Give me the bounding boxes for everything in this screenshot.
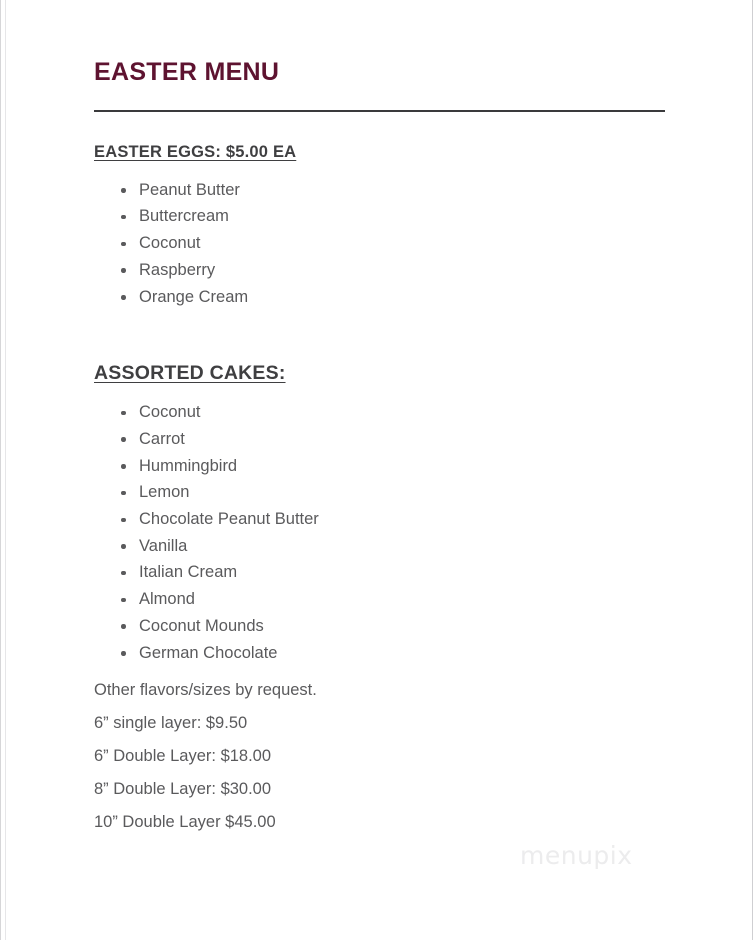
flavor-list-easter-eggs [94,177,666,311]
menu-content [94,58,666,839]
flavor-list-assorted-cakes [94,399,666,666]
list-item: Orange Cream [94,284,666,311]
pricing-notes [94,674,666,839]
price-line: 6” Double Layer: $18.00 [94,747,272,766]
price-line: 10” Double Layer $45.00 [94,813,276,832]
list-item: Raspberry [94,257,666,284]
section-assorted-cakes [94,362,666,666]
list-item: Chocolate Peanut Butter [94,506,666,533]
page-title: EASTER MENU [94,58,280,86]
list-item: German Chocolate [94,640,666,667]
list-item: Vanilla [94,533,666,560]
list-item: Coconut Mounds [94,613,666,640]
section-heading-easter-eggs: EASTER EGGS: $5.00 EA [94,142,297,161]
list-item: Coconut [94,230,666,257]
section-easter-eggs [94,143,666,311]
list-item: Almond [94,586,666,613]
section-heading-assorted-cakes: ASSORTED CAKES: [94,362,286,385]
price-line: 6” single layer: $9.50 [94,714,248,733]
price-line: 8” Double Layer: $30.00 [94,780,272,799]
list-item: Lemon [94,479,666,506]
list-item: Peanut Butter [94,177,666,204]
list-item: Carrot [94,426,666,453]
note-line: Other flavors/sizes by request. [94,681,317,700]
list-item: Buttercream [94,203,666,230]
list-item: Coconut [94,399,666,426]
list-item: Hummingbird [94,453,666,480]
title-divider [94,110,665,112]
menupix-watermark: menupix [520,841,633,870]
list-item: Italian Cream [94,559,666,586]
